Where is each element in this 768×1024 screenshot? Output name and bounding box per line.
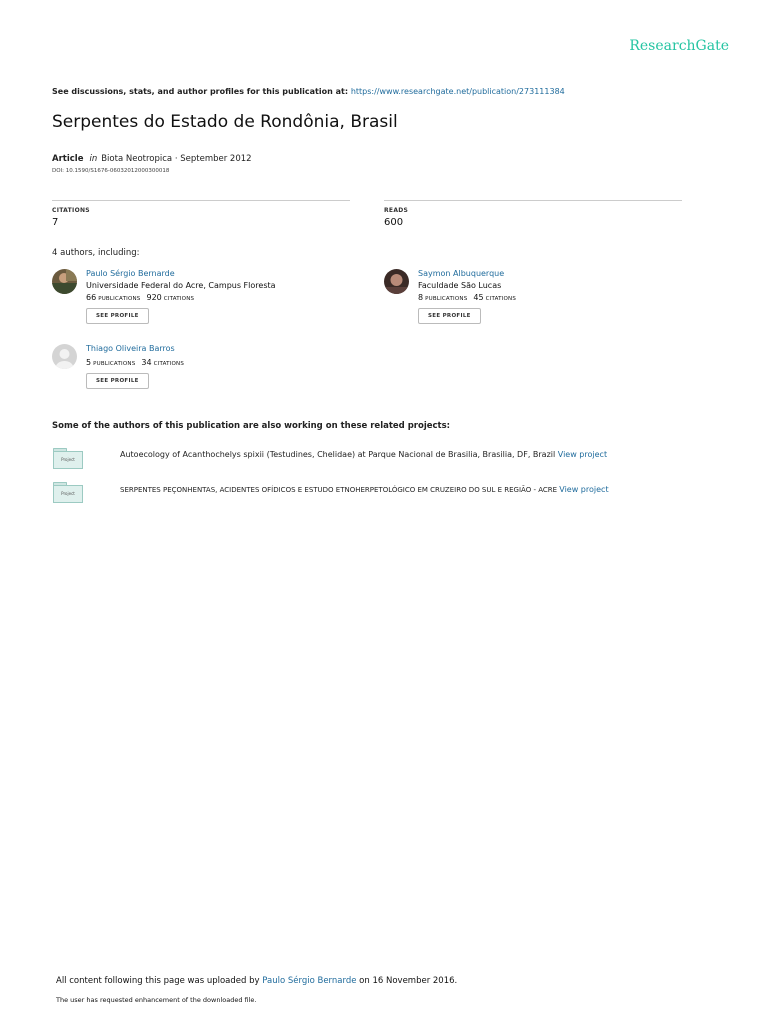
uploader-link[interactable]: Paulo Sérgio Bernarde	[262, 976, 357, 986]
citations-count: 920	[146, 293, 162, 302]
citations-label: CITATIONS	[163, 296, 195, 302]
avatar[interactable]	[52, 269, 77, 294]
avatar-placeholder-icon[interactable]	[52, 344, 77, 369]
see-profile-button[interactable]: SEE PROFILE	[86, 373, 149, 389]
project-text	[120, 450, 607, 459]
author-affiliation: Faculdade São Lucas	[418, 281, 502, 290]
project-item	[52, 448, 752, 470]
publication-url-link[interactable]: https://www.researchgate.net/publication/273111384	[350, 87, 565, 96]
author-affiliation: Universidade Federal do Acre, Campus Floresta	[86, 281, 276, 290]
researchgate-logo[interactable]: ResearchGate	[629, 38, 729, 54]
project-folder-icon	[53, 482, 83, 503]
publication-venue-date: Biota Neotropica · September 2012	[101, 154, 252, 164]
in-label: in	[89, 154, 98, 164]
publications-label: PUBLICATIONS	[425, 296, 468, 302]
reads-stat	[384, 200, 682, 228]
citations-label: CITATIONS	[52, 207, 90, 214]
see-profile-button[interactable]: SEE PROFILE	[86, 308, 149, 324]
publication-doi: DOI: 10.1590/S1676-06032012000300018	[52, 168, 170, 174]
project-title: Autoecology of Acanthochelys spixii (Testudines, Chelidae) at Parque Nacional de Brasilia, Brasilia, DF, Brazil	[120, 450, 556, 459]
author-name[interactable]: Thiago Oliveira Barros	[86, 344, 175, 353]
author-counts	[86, 293, 276, 302]
citations-count: 45	[473, 293, 484, 302]
publication-title: Serpentes do Estado de Rondônia, Brasil	[52, 112, 398, 132]
view-project-link[interactable]: View project	[559, 485, 609, 494]
publications-count: 8	[418, 293, 424, 302]
project-title: SERPENTES PEÇONHENTAS, ACIDENTES OFÍDICOS E ESTUDO ETNOHERPETOLÓGICO EM CRUZEIRO DO SUL E REGIÃO - ACRE	[120, 486, 558, 494]
author-counts	[418, 293, 522, 302]
publications-label: PUBLICATIONS	[93, 361, 136, 367]
see-profile-button[interactable]: SEE PROFILE	[418, 308, 481, 324]
project-text	[120, 485, 609, 494]
discussions-text: See discussions, stats, and author profiles for this publication at:	[52, 87, 349, 96]
project-folder-icon	[53, 448, 83, 469]
author-name[interactable]: Saymon Albuquerque	[418, 269, 505, 278]
view-project-link[interactable]: View project	[557, 450, 608, 459]
projects-heading: Some of the authors of this publication are also working on these related projects:	[52, 421, 451, 431]
publications-label: PUBLICATIONS	[98, 296, 141, 302]
citations-label: CITATIONS	[485, 296, 517, 302]
citations-stat	[52, 200, 350, 228]
upload-info	[56, 976, 457, 986]
author-counts	[86, 358, 190, 367]
authors-heading: 4 authors, including:	[52, 248, 140, 258]
project-icon-label: Project	[53, 485, 83, 503]
publication-meta	[52, 154, 252, 164]
upload-suffix: on 16 November 2016.	[359, 976, 458, 986]
citations-label: CITATIONS	[153, 361, 185, 367]
publications-count: 66	[86, 293, 97, 302]
project-icon-label: Project	[53, 451, 83, 469]
enhancement-note: The user has requested enhancement of the downloaded file.	[56, 996, 257, 1004]
avatar[interactable]	[384, 269, 409, 294]
citations-value: 7	[52, 217, 59, 228]
upload-prefix: All content following this page was uploaded by	[56, 976, 260, 986]
publication-type: Article	[52, 154, 84, 164]
citations-count: 34	[141, 358, 152, 367]
author-name[interactable]: Paulo Sérgio Bernarde	[86, 269, 175, 278]
publications-count: 5	[86, 358, 92, 367]
discussions-line	[52, 87, 565, 96]
reads-label: READS	[384, 207, 409, 214]
project-item	[52, 482, 752, 504]
reads-value: 600	[384, 217, 404, 228]
